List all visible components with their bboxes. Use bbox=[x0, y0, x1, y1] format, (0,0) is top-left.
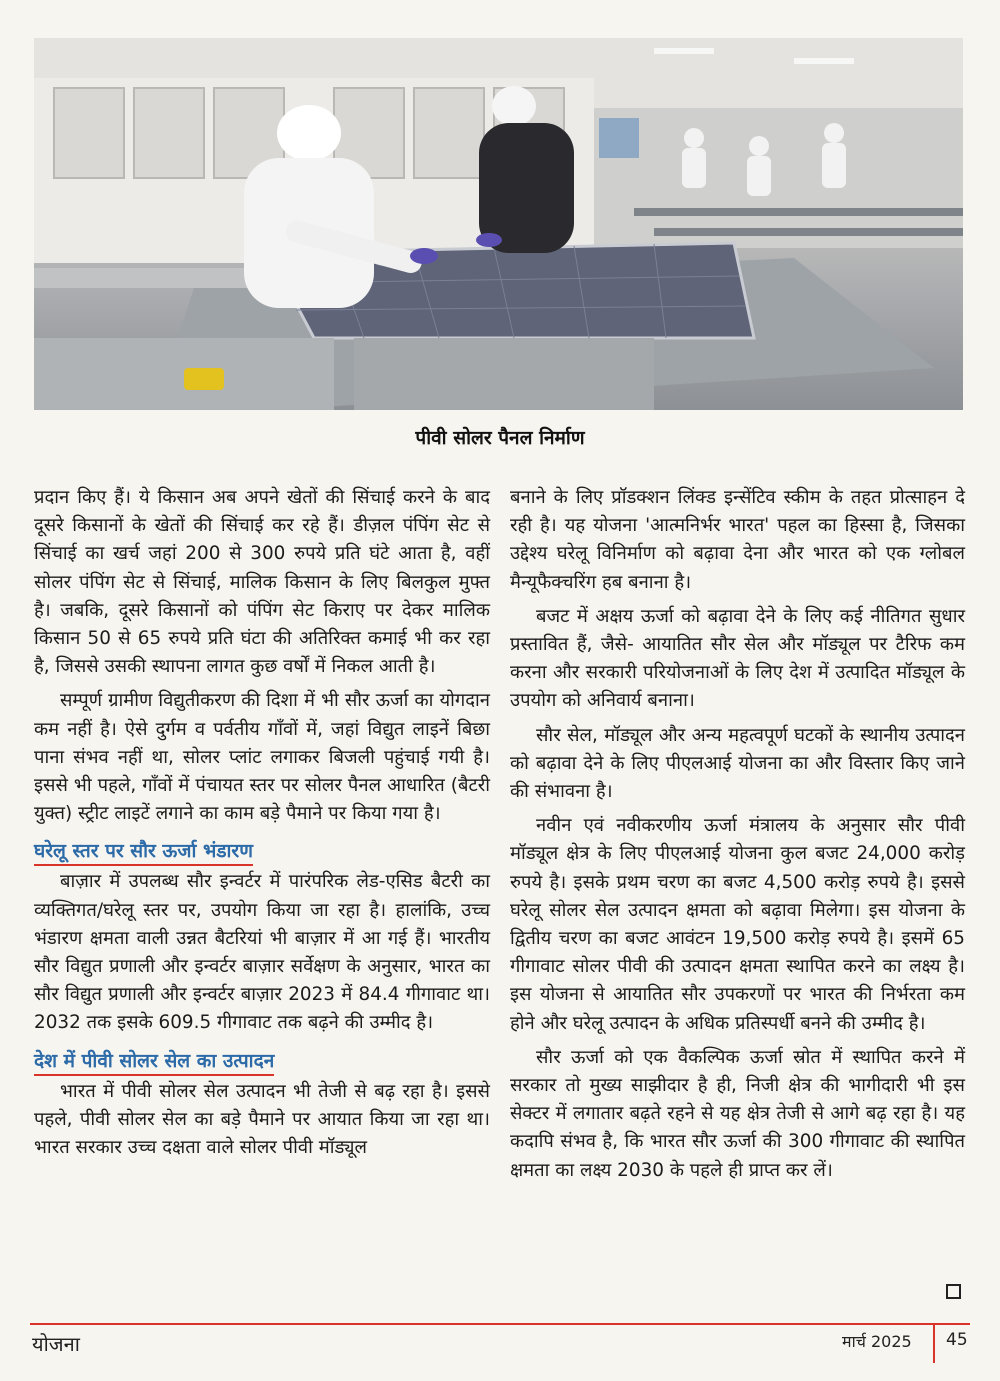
solar-panel-manufacturing-photo bbox=[34, 38, 963, 410]
factory-scene-illustration bbox=[34, 38, 963, 410]
footer-rule bbox=[30, 1323, 970, 1325]
page-number: 45 bbox=[946, 1330, 968, 1350]
paragraph: बाज़ार में उपलब्ध सौर इन्वर्टर में पारंपरिक लेड-एसिड बैटरी का व्यक्तिगत/घरेलू स्तर पर, उपयोग किया जा रहा है। हालांकि, उच्च भंडारण क्षमता वाली उन्नत बैटरियां भी बाज़ार में आ गई हैं। भारतीय सौर विद्युत प्रणाली और इन्वर्टर बाज़ार सर्वेक्षण के अनुसार, भारत का सौर विद्युत प्रणाली और इन्वर्टर बाज़ार 2023 में 84.4 गीगावाट था। 2032 तक इसके 609.5 गीगावाट तक बढ़ने की उम्मीद है। bbox=[34, 871, 490, 1034]
paragraph: सम्पूर्ण ग्रामीण विद्युतीकरण की दिशा में भी सौर ऊर्जा का योगदान कम नहीं है। ऐसे दुर्गम व पर्वतीय गाँवों में, जहां विद्युत लाइनें बिछा पाना संभव नहीं था, सोलर प्लांट लगाकर बिजली पहुंचाई गयी है। इससे भी पहले, गाँवों में पंचायत स्तर पर सोलर पैनल आधारित (बैटरी युक्त) स्ट्रीट लाइटें लगाने का काम बड़े पैमाने पर किया गया है। bbox=[34, 690, 490, 825]
end-of-article-mark bbox=[946, 1284, 961, 1299]
paragraph: सौर सेल, मॉड्यूल और अन्य महत्वपूर्ण घटकों के स्थानीय उत्पादन को बढ़ावा देने के लिए पीएलआई योजना का और विस्तार किए जाने की संभावना है। bbox=[510, 724, 965, 803]
section-heading: देश में पीवी सोलर सेल का उत्पादन bbox=[34, 1048, 274, 1076]
section-heading: घरेलू स्तर पर सौर ऊर्जा भंडारण bbox=[34, 838, 253, 866]
right-column bbox=[510, 484, 965, 1191]
left-column bbox=[34, 484, 490, 1168]
paragraph: प्रदान किए हैं। ये किसान अब अपने खेतों की सिंचाई करने के बाद दूसरे किसानों के खेतों की सिंचाई कर रहे हैं। डीज़ल पंपिंग सेट से सिंचाई का खर्च जहां 200 से 300 रुपये प्रति घंटे आता है, वहीं सोलर पंपिंग सेट से सिंचाई, मालिक किसान के लिए बिलकुल मुफ्त है। जबकि, दूसरे किसानों को पंपिंग सेट किराए पर देकर मालिक किसान 50 से 65 रुपये प्रति घंटा की अतिरिक्त कमाई भी कर रहा है, जिससे उसकी स्थापना लागत कुछ वर्षों में निकल आती है। bbox=[34, 487, 490, 678]
paragraph: नवीन एवं नवीकरणीय ऊर्जा मंत्रालय के अनुसार सौर पीवी मॉड्यूल क्षेत्र के लिए पीएलआई योजना कुल बजट 24,000 करोड़ रुपये है। इसके प्रथम चरण का बजट 4,500 करोड़ रुपये है। इससे घरेलू सोलर सेल उत्पादन क्षमता को बढ़ावा मिलेगा। इस योजना के द्वितीय चरण का बजट आवंटन 19,500 करोड़ रुपये है। इसमें 65 गीगावाट सोलर पीवी की उत्पादन क्षमता स्थापित करने का लक्ष्य है। इस योजना से आयातित सौर उपकरणों पर भारत की निर्भरता कम होने और घरेलू उत्पादन के अधिक प्रतिस्पर्धी बनने की उम्मीद है। bbox=[510, 815, 966, 1034]
paragraph: सौर ऊर्जा को एक वैकल्पिक ऊर्जा स्रोत में स्थापित करने में सरकार तो मुख्य साझीदार है ही, निजी क्षेत्र की भागीदारी भी इस सेक्टर में लगातार बढ़ते रहने से यह क्षेत्र तेजी से आगे बढ़ रहा है। यह कदापि संभव है, कि भारत सौर ऊर्जा की 300 गीगावाट की स्थापित क्षमता का लक्ष्य 2030 के पहले ही प्राप्त कर लें। bbox=[510, 1046, 965, 1181]
issue-month: मार्च 2025 bbox=[842, 1332, 912, 1351]
paragraph: बजट में अक्षय ऊर्जा को बढ़ावा देने के लिए कई नीतिगत सुधार प्रस्तावित हैं, जैसे- आयातित सौर सेल और मॉड्यूल पर टैरिफ कम करना और सरकारी परियोजनाओं के लिए देश में उत्पादित मॉड्यूल के उपयोग को अनिवार्य बनाना। bbox=[510, 605, 965, 712]
magazine-name: योजना bbox=[32, 1332, 80, 1356]
footer-divider bbox=[933, 1323, 935, 1363]
paragraph: भारत में पीवी सोलर सेल उत्पादन भी तेजी से बढ़ रहा है। इससे पहले, पीवी सोलर सेल का बड़े पैमाने पर आयात किया जा रहा था। भारत सरकार उच्च दक्षता वाले सोलर पीवी मॉड्यूल bbox=[34, 1080, 490, 1159]
image-caption: पीवी सोलर पैनल निर्माण bbox=[415, 427, 585, 449]
paragraph: बनाने के लिए प्रॉडक्शन लिंक्ड इन्सेंटिव स्कीम के तहत प्रोत्साहन दे रही है। यह योजना 'आत्मनिर्भर भारत' पहल का हिस्सा है, जिसका उद्देश्य घरेलू विनिर्माण को बढ़ावा देना और भारत को एक ग्लोबल मैन्यूफैक्चरिंग हब बनाना है। bbox=[510, 487, 965, 593]
